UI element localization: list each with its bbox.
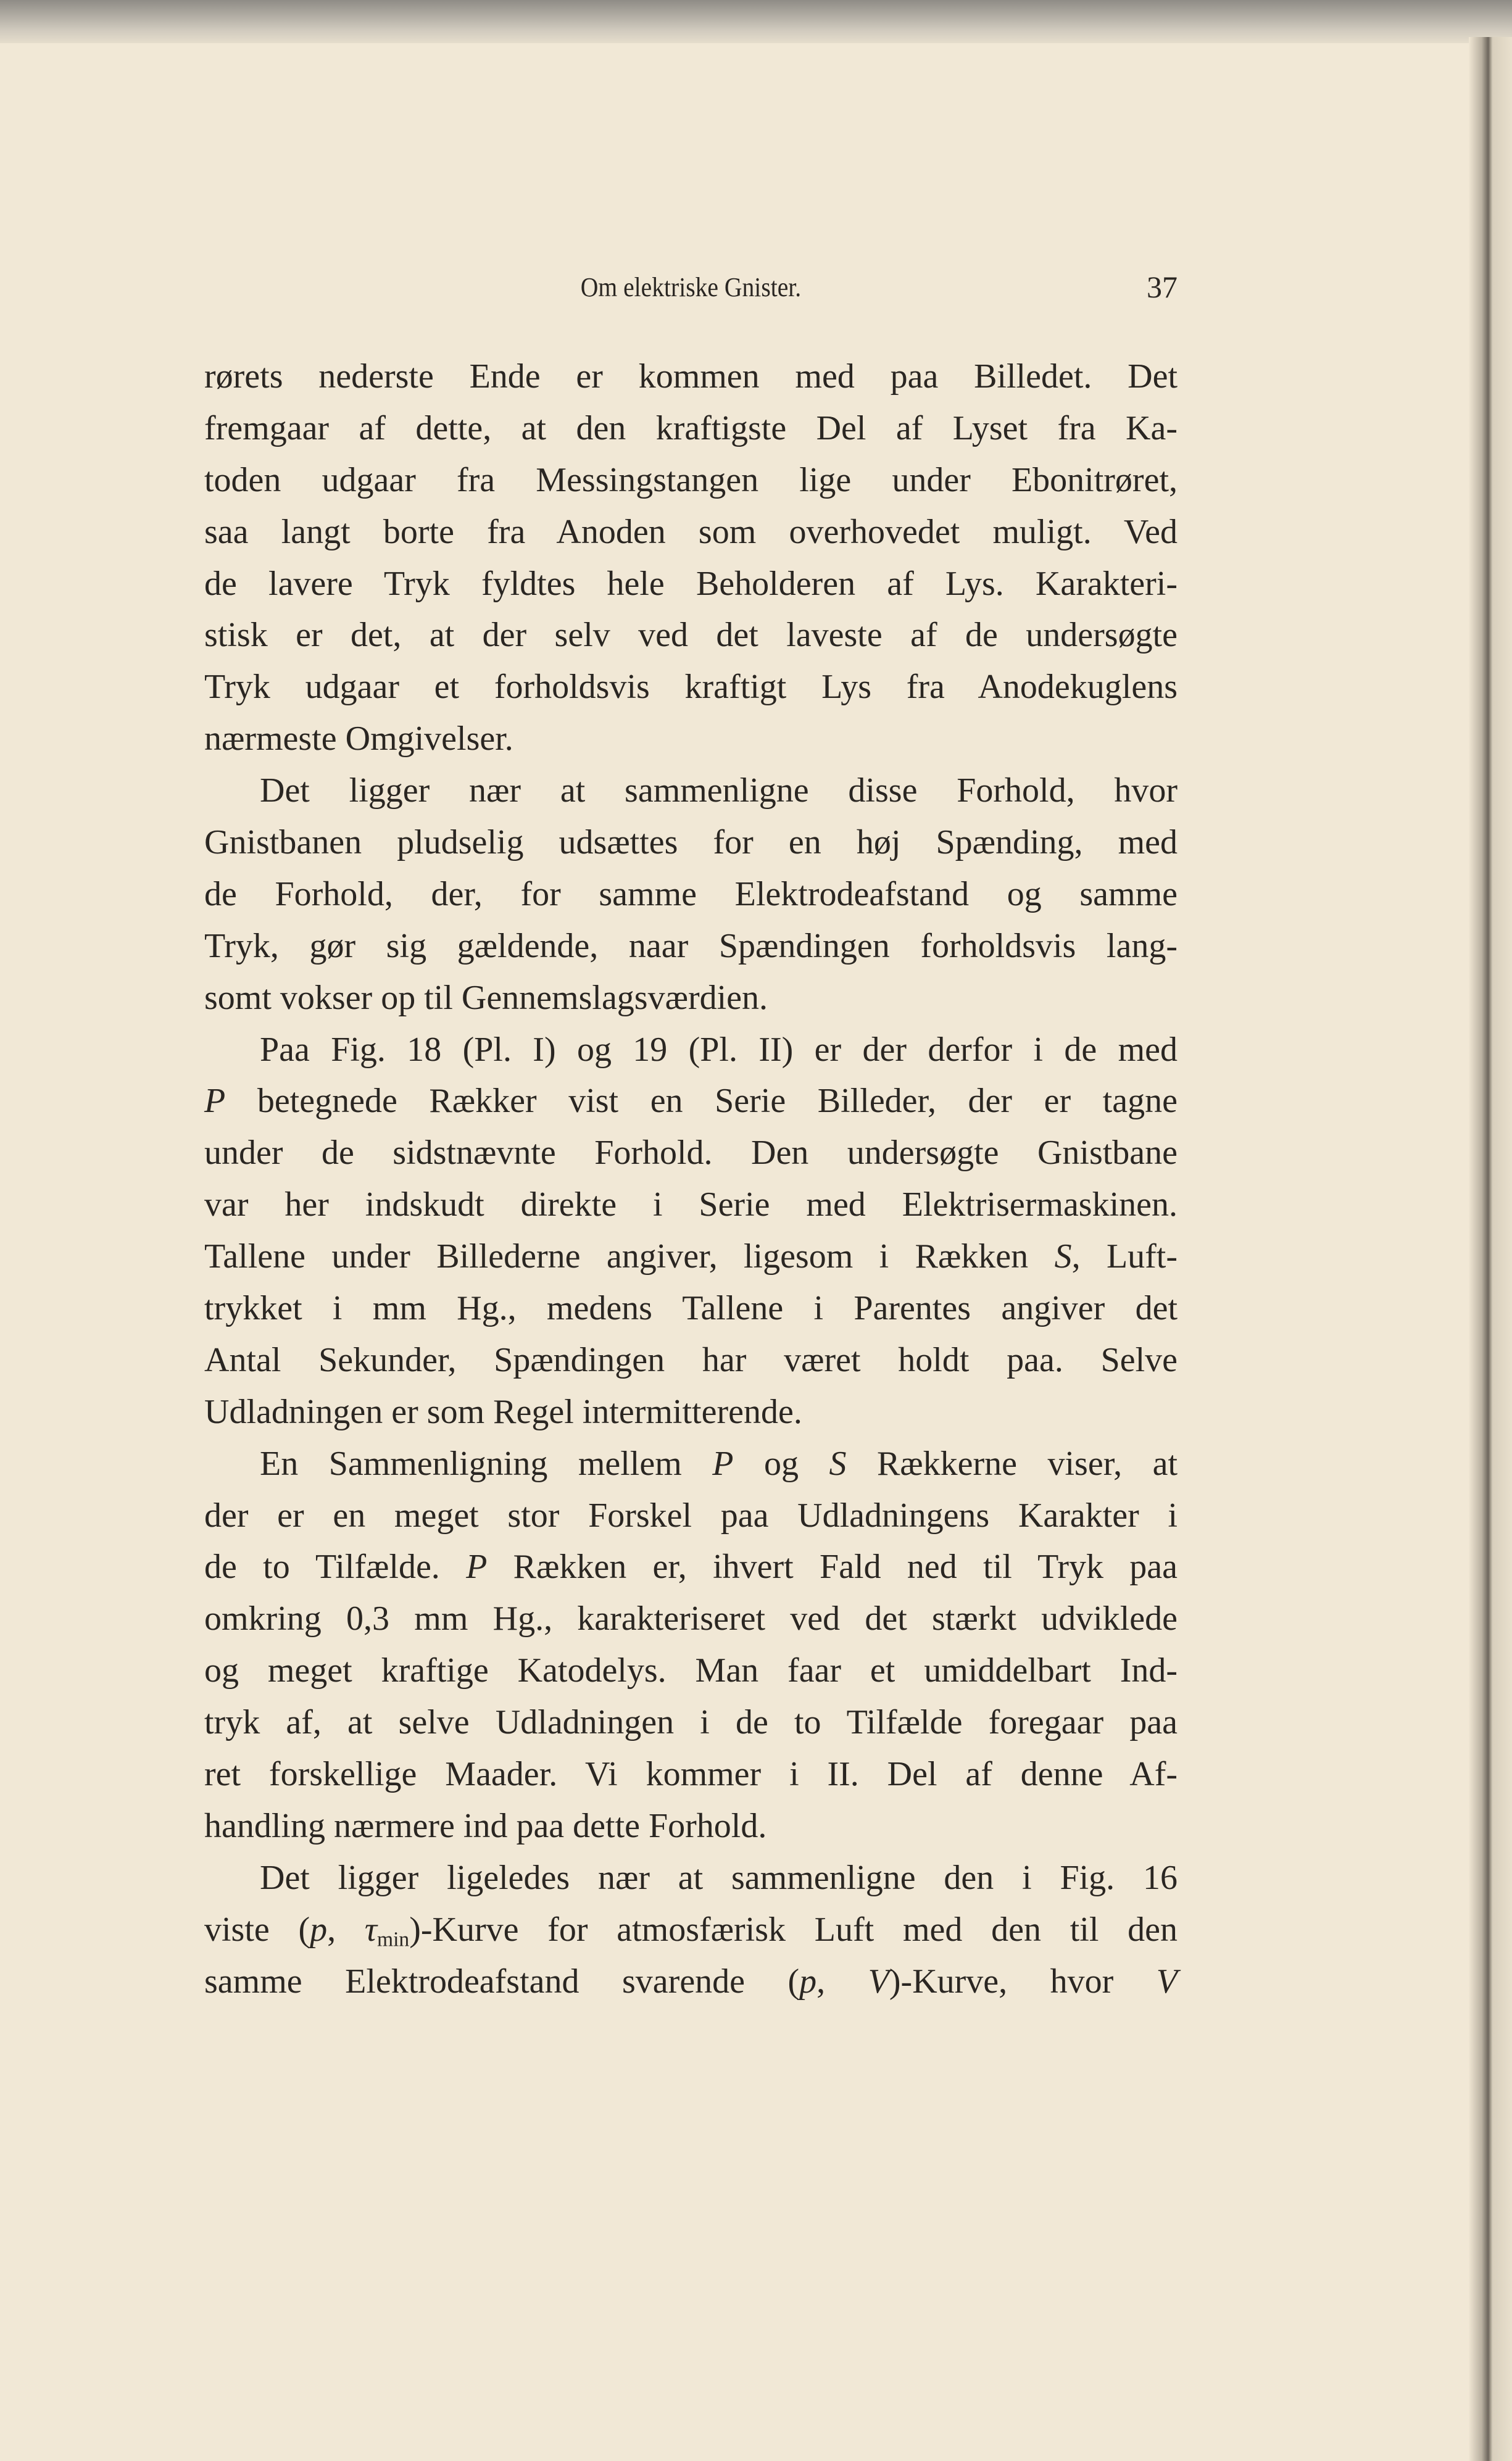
text-line [204,1438,1178,1490]
subscript: min [376,1928,410,1951]
text-span: Tryk udgaar et forholdsvis kraftigt Lys fra Anodekuglens [204,668,1178,707]
running-title: Om elektriske Gnister. [580,272,802,302]
text-span: var her indskudt direkte i Serie med Elektrisermaskinen. [204,1185,1178,1224]
italic-symbol: P [466,1548,488,1587]
text-span: betegnede Rækker vist en Serie Billeder, der er tagne [225,1082,1178,1121]
text-line [204,973,1178,1024]
text-span: samme Elektrodeafstand svarende ( [204,1962,800,2001]
text-span: handling nærmere ind paa dette Forhold. [204,1806,767,1845]
text-span: , Luft- [1071,1237,1178,1276]
page-number: 37 [1147,270,1178,304]
text-line [204,507,1178,558]
italic-symbol: V [1156,1962,1178,2001]
text-span: tryk af, at selve Udladningen i de to Tilfælde foregaar paa [204,1703,1178,1742]
italic-symbol: p [799,1962,817,2001]
text-span: Paa Fig. 18 (Pl. I) og 19 (Pl. II) er der derfor i de med [260,1030,1178,1069]
text-line [204,1801,1178,1853]
text-span: under de sidstnævnte Forhold. Den undersøgte Gnistbane [204,1134,1178,1172]
text-line [204,1904,1178,1956]
text-line [204,610,1178,662]
text-line [204,869,1178,921]
text-line [204,403,1178,455]
text-span: , [816,1962,868,2001]
italic-symbol: τ [364,1910,377,1949]
text-span: Tallene under Billederne angiver, ligesom i Rækken [204,1237,1055,1276]
text-span: de to Tilfælde. [204,1548,467,1587]
text-span: )-Kurve, hvor [889,1962,1157,2001]
text-line [204,1542,1178,1593]
text-span: Gnistbanen pludselig udsættes for en høj Spænding, med [204,823,1178,862]
text-span: rørets nederste Ende er kommen med paa Billedet. Det [204,357,1178,396]
text-line [204,1645,1178,1697]
text-span: de lavere Tryk fyldtes hele Beholderen af Lys. Karakteri- [204,564,1178,603]
text-span: fremgaar af dette, at den kraftigste Del af Lyset fra Ka- [204,409,1178,447]
text-span: Antal Sekunder, Spændingen har været holdt paa. Selve [204,1340,1178,1379]
text-line [204,1697,1178,1749]
text-span: nærmeste Omgivelser. [204,720,513,758]
text-span: Rækkerne viser, at [846,1444,1178,1483]
text-span: omkring 0,3 mm Hg., karakteriseret ved det stærkt udviklede [204,1600,1178,1638]
text-line [204,817,1178,869]
text-line [204,1024,1178,1076]
text-span: Rækken er, ihvert Fald ned til Tryk paa [487,1548,1178,1587]
scan-top-band [0,0,1512,49]
text-span: Det ligger ligeledes nær at sammenligne den i Fig. 16 [260,1858,1178,1897]
italic-symbol: P [712,1444,734,1483]
italic-symbol: p [310,1910,328,1949]
text-span: og [733,1444,829,1483]
text-line [204,921,1178,973]
page-edge [1469,37,1512,2461]
text-line [204,455,1178,507]
text-line [204,1956,1178,2008]
text-line [204,1387,1178,1438]
italic-symbol: V [868,1962,889,2001]
text-span: toden udgaar fra Messingstangen lige under Ebonitrøret, [204,460,1178,499]
text-line [204,1490,1178,1542]
text-line [204,1127,1178,1179]
italic-symbol: P [204,1082,226,1121]
text-span: viste ( [204,1910,310,1949]
text-line [204,713,1178,765]
text-span: Tryk, gør sig gældende, naar Spændingen forholdsvis lang- [204,926,1178,965]
text-span: og meget kraftige Katodelys. Man faar et umiddelbart Ind- [204,1651,1178,1690]
text-span: de Forhold, der, for samme Elektrodeafstand og samme [204,874,1178,913]
italic-symbol: S [829,1444,847,1483]
text-span: somt vokser op til Gennemslagsværdien. [204,978,768,1017]
text-line [204,1231,1178,1283]
text-line [204,1593,1178,1645]
text-span: trykket i mm Hg., medens Tallene i Parentes angiver det [204,1289,1178,1328]
text-span: Udladningen er som Regel intermitterende. [204,1392,802,1431]
text-span: )-Kurve for atmosfærisk Luft med den til den [409,1910,1178,1949]
text-line [204,765,1178,817]
text-line [204,1179,1178,1231]
text-line [204,351,1178,403]
text-line [204,1335,1178,1387]
page-header [204,272,1178,309]
text-span: saa langt borte fra Anoden som overhovedet muligt. Ved [204,512,1178,551]
text-line [204,1853,1178,1904]
text-span: Det ligger nær at sammenligne disse Forhold, hvor [260,771,1178,810]
text-span: , [327,1910,365,1949]
text-span: stisk er det, at der selv ved det laveste af de undersøgte [204,616,1178,655]
text-span: der er en meget stor Forskel paa Udladningens Karakter i [204,1496,1178,1535]
body-text [204,351,1178,2008]
text-span: ret forskellige Maader. Vi kommer i II. Del af denne Af- [204,1755,1178,1794]
text-line [204,1749,1178,1801]
text-line [204,558,1178,610]
text-line [204,662,1178,713]
italic-symbol: S [1054,1237,1072,1276]
text-span: En Sammenligning mellem [260,1444,713,1483]
text-line [204,1076,1178,1127]
text-line [204,1283,1178,1335]
